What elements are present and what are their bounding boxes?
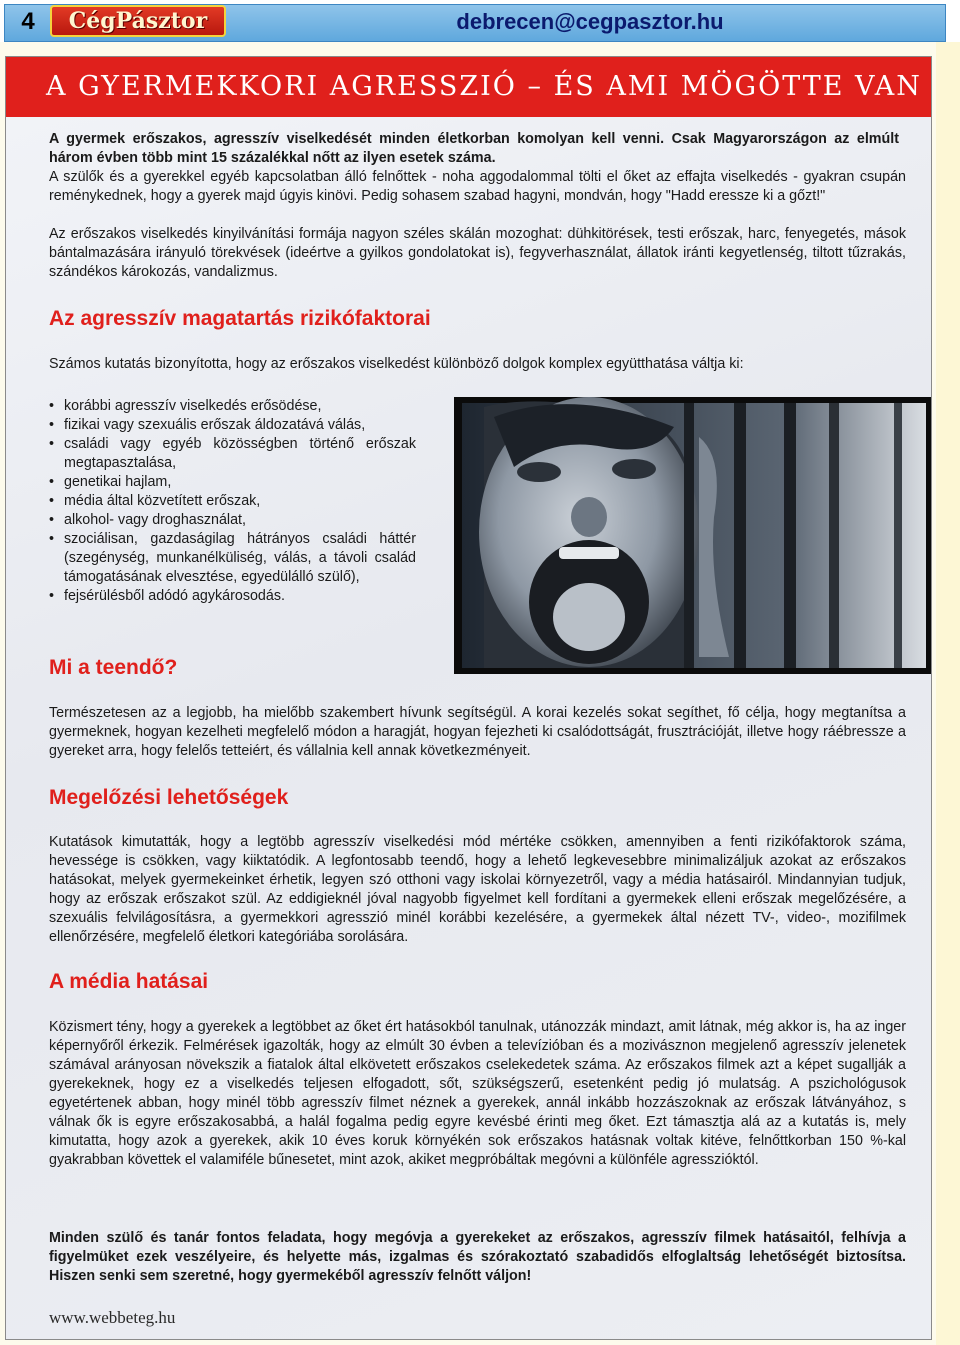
intro-paragraph-1: A szülők és a gyerekkel egyéb kapcsolatban álló felnőttek - noha aggodalommal tölti el őket az effajta viselkedés - gyakran csupán reménykednek, hogy a gyerek majd úgyis kinövi. Pedig sohasem szabad hagyni, mondván, hogy "Hadd eressze ki a gőzt!" — [49, 169, 906, 204]
page-margin-stripe — [936, 42, 960, 1345]
intro-bold-paragraph: A gyermek erőszakos, agresszív viselkedését minden életkorban komolyan kell venni. Csak Magyarországon az elmúlt három évben több mint 15 százalékkal nőtt az ilyen esetek száma. — [49, 131, 899, 166]
title-banner — [6, 57, 931, 117]
contact-email: debrecen@cegpasztor.hu — [456, 9, 724, 34]
list-item: • média által közvetített erőszak, — [49, 492, 416, 511]
media-effects-paragraph: Közismert tény, hogy a gyerekek a legtöbbet az őket ért hatásokból tanulnak, utánozzák mindazt, amit látnak, még akkor is, ha az inger képernyőről érkezik. Felmérések igazolták, hogy az elmúlt 30 évben a televízióban és a mozivásznon megjelenő agresszív jelenetek számával arányosan növekszik a fiatalok által elkövetett erőszakos cselekedetek száma. Az erőszakos filmek azt a képet sugallják a gyerekeknek, hogy ez a viselkedés teljesen elfogadott, sőt, szükségszerű, esetenként pedig jó mulatság. A pszichológusok egyetértenek abban, hogy minél több agresszív filmet néznek a gyerekek, annál inkább hozzászoknak az erőszak látványához, s válnak ők is egyre erőszakosabbá, a halál fogalma pedig egyre kevésbé érinti meg őket. Ezt támasztja alá az a kutatás is, mely kimutatta, hogy azok a gyerekek, akik 10 éves koruk környékén sok erőszakos hatásnak voltak kitéve, felnőttkorban 150 %-kal gyakrabban követtek el valamiféle bűnesetet, mint azok, akiket megpróbáltak megóvni a különféle agresszióktól. — [49, 1019, 906, 1168]
prevention-paragraph: Kutatások kimutatták, hogy a legtöbb agresszív viselkedési mód mértéke csökken, amennyiben a fenti rizikófaktorok száma, hevessége is csökken, vagy kiiktatódik. A legfontosabb teendő, hogy a lehető legkevesebbre minimalizáljuk azokat az erőszakos hatásokat, melyek gyermekeinket érhetik, legyen szó otthoni vagy iskolai környezetről, vagy a média hatásairól. Mindannyian tudjuk, hogy az erőszak erőszakot szül. Az eddigieknél jóval nagyobb figyelmet kell fordítani a gyermekek elleni erőszak megelőzésére, a szexuális felvilágosításra, a gyermekkori agresszió minél korábbi kezelésére, a gyermekek által nézett TV-, video-, mozifilmek ellenőrzésére, megfelelő életkori kategóriába sorolására. — [49, 834, 906, 945]
intro-paragraph-2: Az erőszakos viselkedés kinyilvánítási formája nagyon széles skálán mozoghat: dühkitörések, testi erőszak, harc, fenyegetés, mások bántalmazására irányuló törekvések (ideértve a gyilkos gondolatokat is), fegyverhasználat, állatok iránti kegyetlenség, tiltott tűzrakás, szándékos károkozás, vandalizmus. — [49, 226, 906, 280]
list-item: • genetikai hajlam, — [49, 473, 416, 492]
screaming-child-photo — [454, 397, 932, 674]
list-item: • fejsérülésből adódó agykárosodás. — [49, 587, 416, 606]
photo-illustration — [454, 397, 932, 674]
article-panel — [5, 56, 932, 1340]
section-heading-risk-factors: Az agresszív magatartás rizikófaktorai — [49, 307, 431, 330]
top-header-bar — [0, 0, 960, 42]
closing-bold-paragraph: Minden szülő és tanár fontos feladata, hogy megóvja a gyerekeket az erőszakos, agresszív filmek hatásaitól, felhívja a figyelmüket ezek veszélyeire, és helyette más, izgalmas és szórakoztató szabadidős elfoglaltság lehetőségét biztosítsa. Hiszen senki sem szeretné, hogy gyermekéből agresszív felnőtt váljon! — [49, 1230, 906, 1284]
cegpasztor-logo: CégPásztor — [50, 5, 226, 37]
page-number: 4 — [21, 8, 35, 35]
risk-factors-list — [49, 397, 416, 606]
list-item: • szociálisan, gazdaságilag hátrányos családi háttér (szegénység, munkanélküliség, válás, a távoli család támogatásának elvesztése, egyedülálló szülő), — [49, 530, 416, 587]
risk-factors-lead: Számos kutatás bizonyította, hogy az erőszakos viselkedést különböző dolgok komplex együtthatása váltja ki: — [49, 356, 744, 372]
list-item: • korábbi agresszív viselkedés erősödése, — [49, 397, 416, 416]
list-item: • fizikai vagy szexuális erőszak áldozatává válás, — [49, 416, 416, 435]
article-title: A GYERMEKKORI AGRESSZIÓ – ÉS AMI MÖGÖTTE VAN — [46, 71, 922, 102]
list-item: • családi vagy egyéb közösségben történő erőszak megtapasztalása, — [49, 435, 416, 473]
what-to-do-paragraph: Természetesen az a legjobb, ha mielőbb szakembert hívunk segítségül. A korai kezelés sokat segíthet, fő célja, hogy megtanítsa a gyermeknek, hogyan kezelheti megfelelő módon a haragját, hogyan fejezheti ki csalódottságát, frusztrációját, illetve hogy ráébressze a gyereket arra, hogy felelős tetteiért, és vállalnia kell annak következményeit. — [49, 705, 906, 759]
list-item: • alkohol- vagy droghasználat, — [49, 511, 416, 530]
section-heading-media-effects: A média hatásai — [49, 970, 209, 993]
section-heading-prevention: Megelőzési lehetőségek — [49, 786, 289, 809]
source-credit: www.webbeteg.hu — [49, 1308, 176, 1327]
section-heading-what-to-do: Mi a teendő? — [49, 656, 178, 679]
